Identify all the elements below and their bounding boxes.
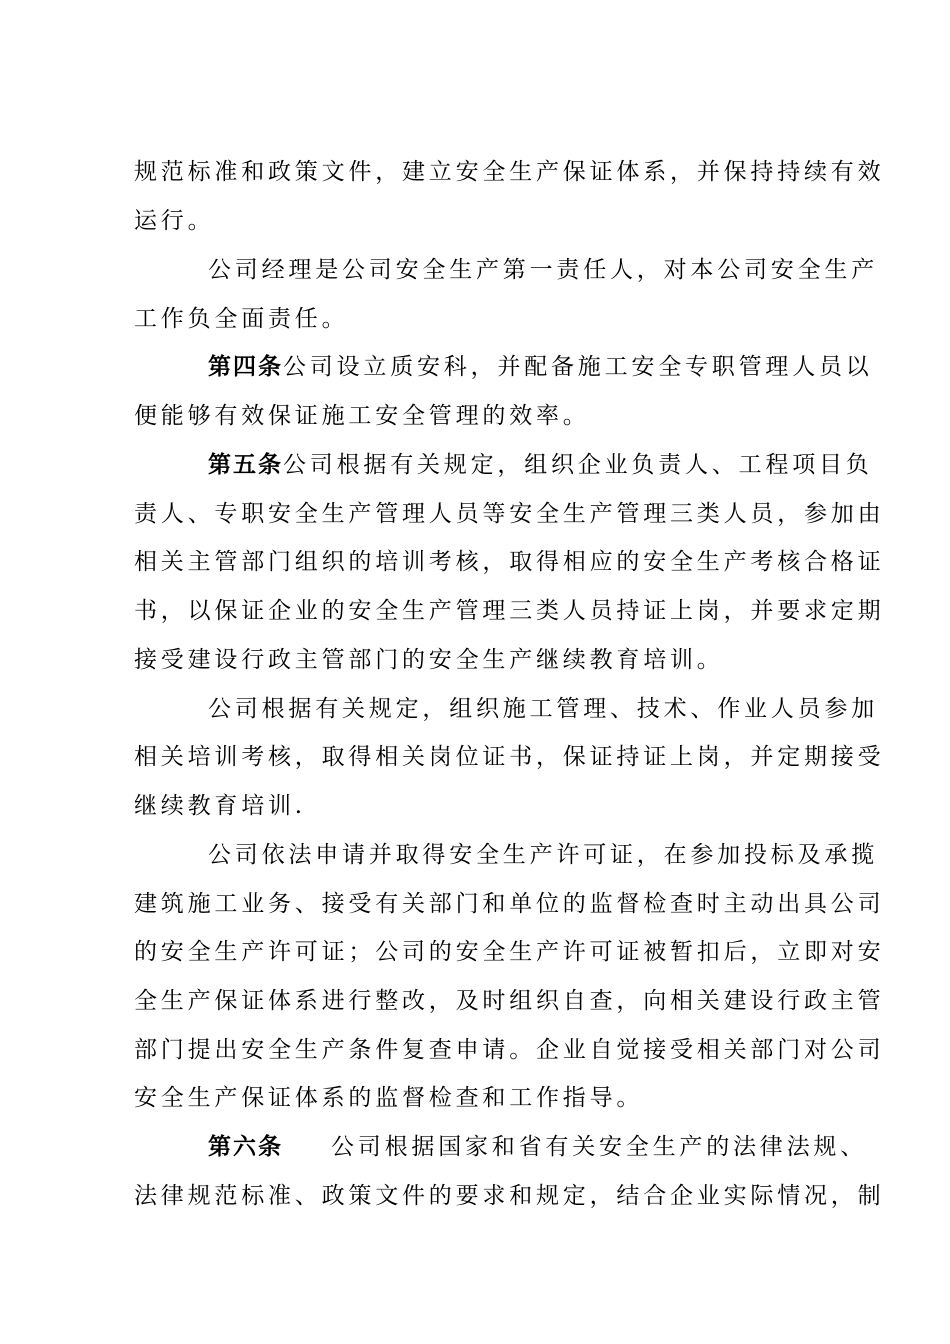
article-4-heading: 第四条 [208, 353, 283, 380]
text-line: 公司根据有关规定，组织施工管理、技术、作业人员参加 [208, 696, 878, 722]
text-line: 责人、专职安全生产管理人员等安全生产管理三类人员，参加由 [134, 501, 885, 527]
text-line: 接受建设行政主管部门的安全生产继续教育培训。 [134, 647, 724, 673]
text-line: 相关培训考核，取得相关岗位证书，保证持证上岗，并定期接受 [134, 744, 885, 770]
article-6-heading: 第六条 [208, 1133, 283, 1160]
article-4-paragraph [208, 352, 873, 382]
text-line: 公司根据有关规定，组织企业负责人、工程项目负 [283, 452, 873, 478]
text-line: 运行。 [134, 208, 215, 234]
text-line: 继续教育培训. [134, 793, 306, 819]
text-line: 法律规范标准、政策文件的要求和规定，结合企业实际情况，制 [134, 1183, 885, 1209]
article-5-heading: 第五条 [208, 451, 283, 478]
text-line: 公司依法申请并取得安全生产许可证，在参加投标及承揽 [208, 842, 878, 868]
article-6-paragraph [208, 1132, 867, 1162]
text-line: 规范标准和政策文件，建立安全生产保证体系，并保持持续有效 [134, 159, 885, 185]
text-line: 部门提出安全生产条件复查申请。企业自觉接受相关部门对公司 [134, 1037, 885, 1063]
text-line: 便能够有效保证施工安全管理的效率。 [134, 403, 590, 429]
text-line: 相关主管部门组织的培训考核，取得相应的安全生产考核合格证 [134, 549, 885, 575]
text-line: 书，以保证企业的安全生产管理三类人员持证上岗，并要求定期 [134, 598, 885, 624]
article-5-paragraph [208, 450, 873, 480]
text-line: 公司设立质安科，并配备施工安全专职管理人员以 [283, 354, 873, 380]
text-line: 公司经理是公司安全生产第一责任人，对本公司安全生产 [208, 257, 878, 283]
text-line: 建筑施工业务、接受有关部门和单位的监督检查时主动出具公司 [134, 891, 885, 917]
text-line: 公司根据国家和省有关安全生产的法律法规、 [331, 1134, 867, 1160]
text-line: 安全生产保证体系的监督检查和工作指导。 [134, 1085, 644, 1111]
text-line: 的安全生产许可证；公司的安全生产许可证被暂扣后，立即对安 [134, 939, 885, 965]
text-line: 全生产保证体系进行整改，及时组织自查，向相关建设行政主管 [134, 988, 885, 1014]
text-line: 工作负全面责任。 [134, 306, 349, 332]
